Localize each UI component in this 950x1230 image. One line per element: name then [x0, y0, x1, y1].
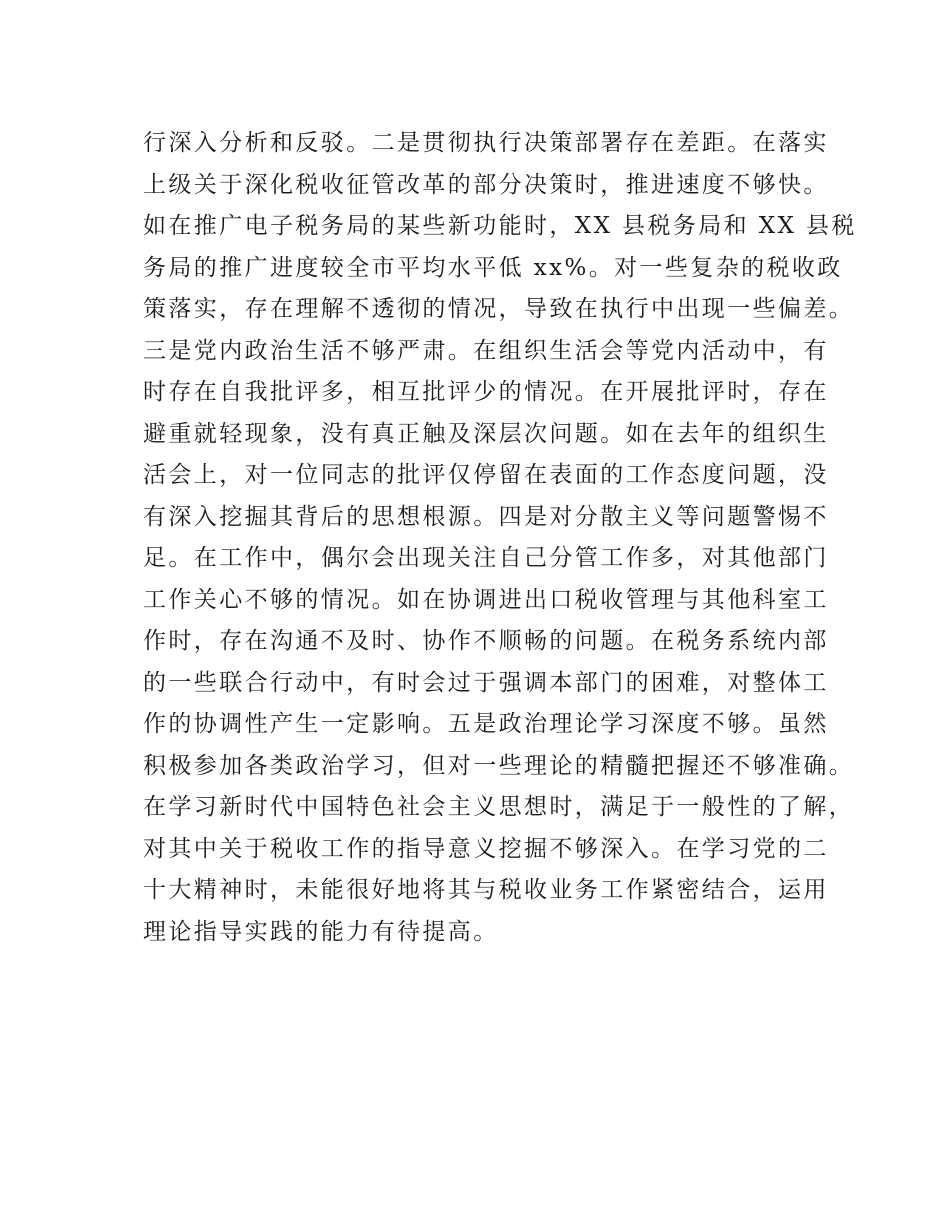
text-line: 有深入挖掘其背后的思想根源。四是对分散主义等问题警惕不: [143, 503, 829, 530]
text-line: 时存在自我批评多，相互批评少的情况。在开展批评时，存在: [143, 379, 829, 405]
text-line: 在学习新时代中国特色社会主义思想时，满足于一般性的了解，: [143, 794, 855, 820]
text-line: 作的协调性产生一定影响。五是政治理论学习深度不够。虽然: [143, 711, 829, 737]
text-line: 避重就轻现象，没有真正触及深层次问题。如在去年的组织生: [143, 420, 829, 447]
text-line: 十大精神时，未能很好地将其与税收业务工作紧密结合，运用: [143, 877, 829, 903]
text-line: 活会上，对一位同志的批评仅停留在表面的工作态度问题，没: [143, 462, 829, 488]
text-line: 行深入分析和反驳。二是贯彻执行决策部署存在差距。在落实: [143, 130, 829, 156]
text-line: 积极参加各类政治学习，但对一些理论的精髓把握还不够准确。: [143, 752, 855, 779]
text-line: 务局的推广进度较全市平均水平低 xx%。对一些复杂的税收政: [143, 254, 843, 281]
text-line: 理论指导实践的能力有待提高。: [143, 918, 499, 945]
text-line: 足。在工作中，偶尔会出现关注自己分管工作多，对其他部门: [143, 545, 829, 571]
text-line: 策落实，存在理解不透彻的情况，导致在执行中出现一些偏差。: [143, 296, 855, 322]
text-line: 工作关心不够的情况。如在协调进出口税收管理与其他科室工: [143, 586, 829, 613]
body-paragraph: [143, 123, 857, 953]
text-line: 如在推广电子税务局的某些新功能时，XX 县税务局和 XX 县税: [143, 213, 857, 239]
text-line: 作时，存在沟通不及时、协作不顺畅的问题。在税务系统内部: [143, 628, 829, 654]
text-line: 上级关于深化税收征管改革的部分决策时，推进速度不够快。: [143, 171, 829, 198]
text-line: 对其中关于税收工作的指导意义挖掘不够深入。在学习党的二: [143, 835, 829, 862]
text-line: 的一些联合行动中，有时会过于强调本部门的困难，对整体工: [143, 669, 829, 696]
text-line: 三是党内政治生活不够严肃。在组织生活会等党内活动中，有: [143, 337, 829, 364]
